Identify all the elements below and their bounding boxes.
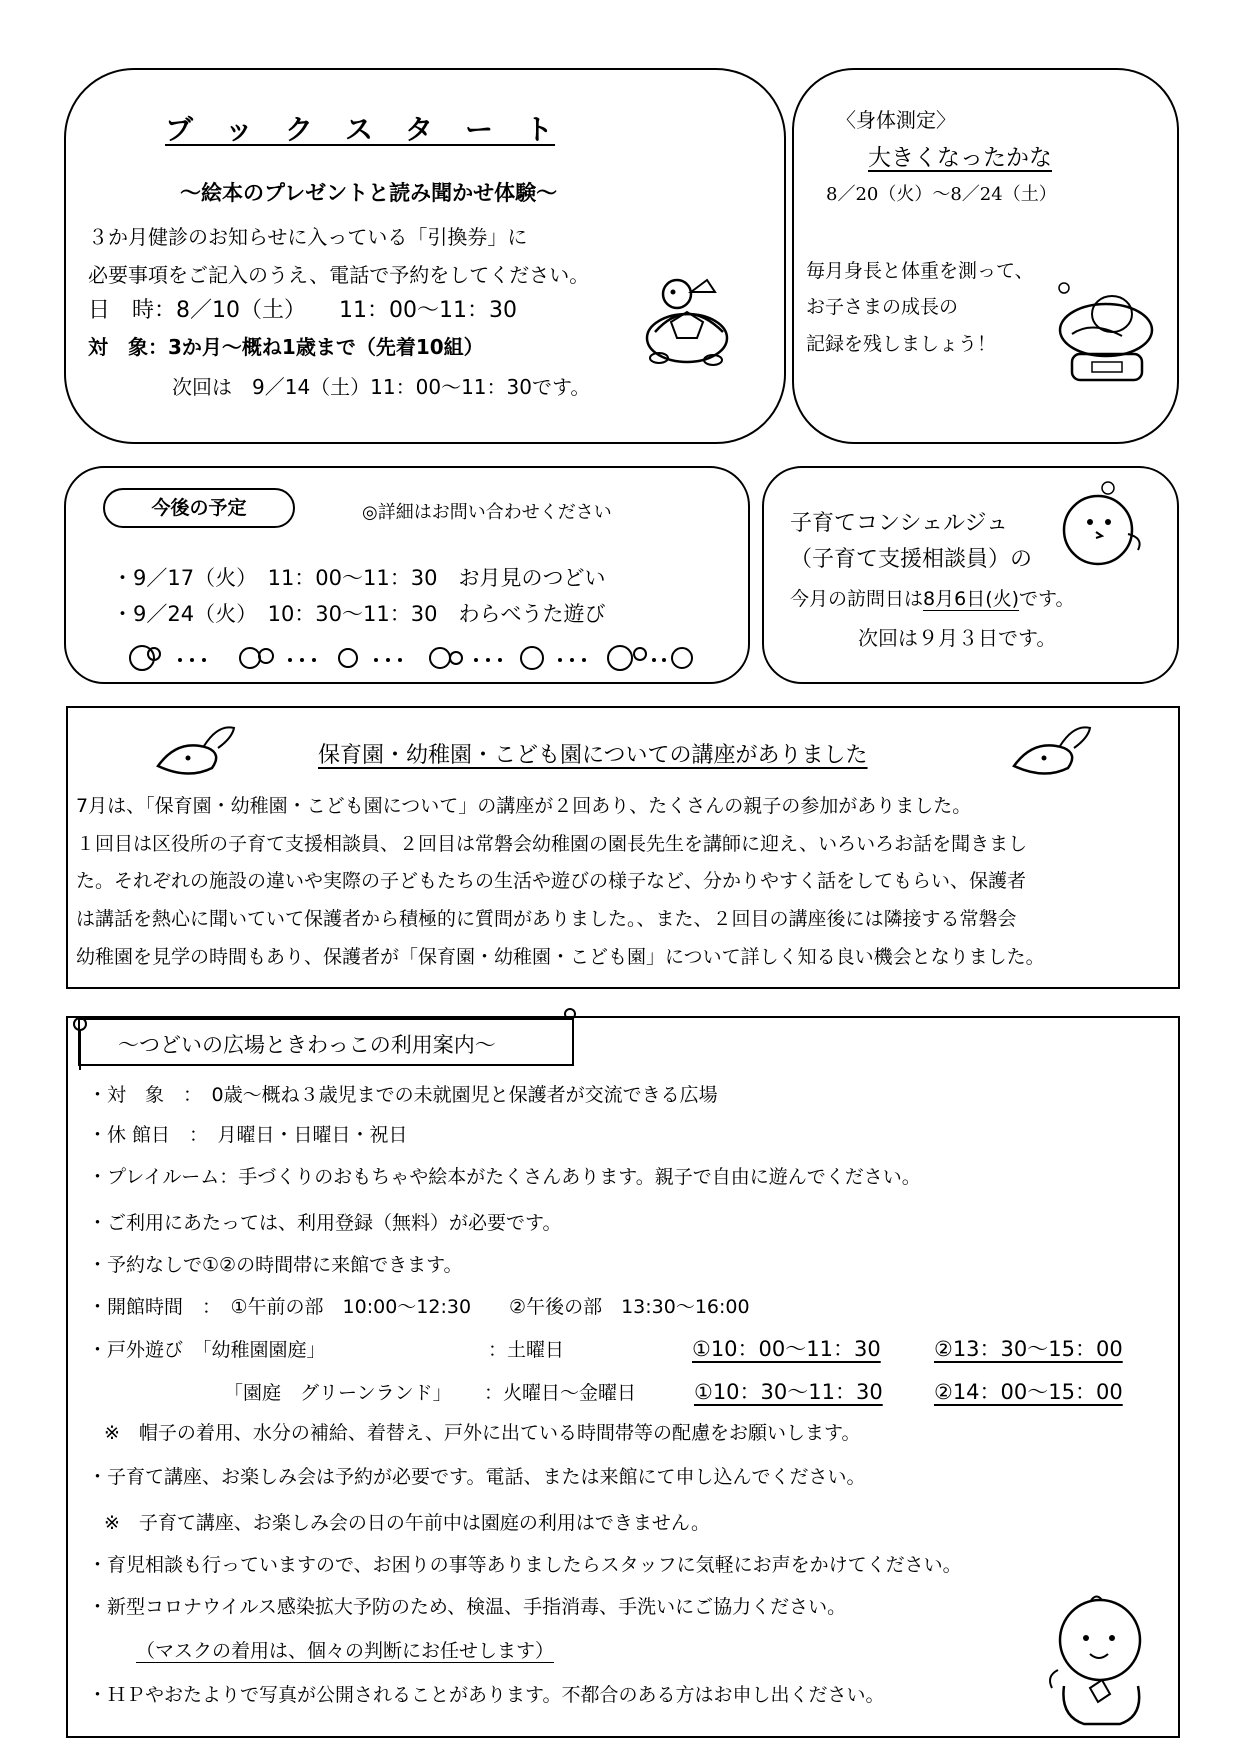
bookstart-subtitle: ～絵本のプレゼントと読み聞かせ体験～ (180, 181, 558, 205)
guide-noreserve: ・予約なしで①②の時間帯に来館できます。 (88, 1254, 463, 1276)
baby-scale-illustration (1052, 280, 1162, 390)
chick-illustration (1058, 478, 1148, 570)
measure-title: 大きくなったかな (868, 145, 1052, 171)
lecture-line-4: は講話を熱心に聞いていて保護者から積極的に質問がありました。、また、２回目の講座後には隣接する常磐会 (76, 908, 1017, 930)
schedule-item-2: ・9／24（火） 10：30～11：30 わらべうた遊び (112, 602, 606, 626)
concierge-line1: 子育てコンシェルジュ (790, 511, 1009, 536)
schedule-badge (103, 488, 295, 528)
guide-consult: ・育児相談も行っていますので、お困りの事等ありましたらスタッフに気軽にお声をかけてください。 (88, 1554, 962, 1576)
bookstart-date: 日 時：8／10（土） 11：00～11：30 (88, 298, 517, 323)
bookstart-title: ブ ッ ク ス タ ー ト (165, 113, 556, 146)
decorative-border-illustration (120, 638, 700, 678)
guide-outdoor2-day: ：火曜日～金曜日 (484, 1382, 637, 1404)
scroll-curl-decoration (70, 1008, 590, 1078)
bookstart-line1: ３か月健診のお知らせに入っている「引換券」に (88, 225, 528, 249)
rabbit-left-illustration (148, 718, 238, 782)
lecture-line-2: １回目は区役所の子育て支援相談員、２回目は常磐会幼稚園の園長先生を講師に迎え、いろいろお話を聞きまし (76, 833, 1028, 855)
lecture-line-5: 幼稚園を見学の時間もあり、保護者が「保育園・幼稚園・こども園」について詳しく知る良い機会となりました。 (76, 946, 1045, 968)
guide-mask: （マスクの着用は、個々の判断にお任せします） (136, 1640, 555, 1662)
lecture-line-1: 7月は、「保育園・幼稚園・こども園について」の講座が２回あり、たくさんの親子の参加がありました。 (76, 795, 972, 817)
measure-dates: 8／20（火）～8／24（土） (826, 184, 1057, 205)
guide-note1: ※ 帽子の着用、水分の補給、着替え、戸外に出ている時間帯等の配慮をお願いします。 (104, 1422, 861, 1444)
measure-desc1: 毎月身長と体重を測って、 (806, 260, 1034, 282)
bookstart-target: 対 象：3か月～概ね1歳まで（先着10組） (88, 335, 484, 359)
guide-outdoor1-time1: ①10：00～11：30 (692, 1337, 881, 1361)
schedule-item-1: ・9／17（火） 11：00～11：30 お月見のつどい (112, 566, 606, 590)
guide-target: ・対 象 ： 0歳～概ね３歳児までの未就園児と保護者が交流できる広場 (88, 1084, 718, 1106)
guide-outdoor1-label: ・戸外遊び 「幼稚園園庭」 (88, 1339, 326, 1361)
guide-covid: ・新型コロナウイルス感染拡大予防のため、検温、手指消毒、手洗いにご協力ください。 (88, 1596, 847, 1618)
guide-outdoor2-label: 「園庭 グリーンランド」 (224, 1382, 452, 1404)
baby-illustration (1040, 1590, 1160, 1730)
guide-outdoor2-time2: ②14：00～15：00 (934, 1380, 1123, 1404)
guide-playroom: ・プレイルーム：手づくりのおもちゃや絵本がたくさんあります。親子で自由に遊んでください。 (88, 1166, 921, 1188)
concierge-visit-suffix: です。 (1019, 588, 1075, 610)
guide-lecture-reserve: ・子育て講座、お楽しみ会は予約が必要です。電話、または来館にて申し込んでください。 (88, 1466, 866, 1488)
measure-desc3: 記録を残しましょう！ (806, 333, 997, 355)
concierge-next: 次回は９月３日です。 (858, 626, 1057, 650)
lecture-title: 保育園・幼稚園・こども園についての講座がありました (318, 743, 868, 768)
concierge-visit-date: 8月6日(火) (923, 588, 1020, 610)
lecture-line-3: た。それぞれの施設の違いや実際の子どもたちの生活や遊びの様子など、分かりやすく話をしてもらい、保護者 (76, 870, 1027, 892)
concierge-visit-prefix: 今月の訪問日は (790, 588, 924, 610)
measure-heading: 〈身体測定〉 (836, 108, 956, 132)
guide-closed: ・休 館日 ： 月曜日・日曜日・祝日 (88, 1124, 408, 1146)
concierge-visit (790, 584, 1075, 611)
guide-outdoor1-day: ：土曜日 (488, 1339, 565, 1361)
bookstart-line2: 必要事項をご記入のうえ、電話で予約をしてください。 (88, 263, 590, 287)
bookstart-next: 次回は 9／14（土）11：00～11：30です。 (172, 375, 591, 399)
guide-outdoor2-time1: ①10：30～11：30 (694, 1380, 883, 1404)
guide-note2: ※ 子育て講座、お楽しみ会の日の午前中は園庭の利用はできません。 (104, 1512, 711, 1534)
turtle-illustration (635, 272, 735, 368)
guide-photos: ・ＨＰやおたよりで写真が公開されることがあります。不都合のある方はお申し出ください。 (88, 1684, 885, 1706)
schedule-note: ◎詳細はお問い合わせください (362, 502, 612, 523)
guide-title: ～つどいの広場ときわっこの利用案内～ (118, 1033, 496, 1057)
measure-desc2: お子さまの成長の (806, 296, 959, 318)
guide-hours: ・開館時間 ： ①午前の部 10:00～12:30 ②午後の部 13:30～16:00 (88, 1296, 750, 1318)
concierge-line2: （子育て支援相談員）の (790, 547, 1033, 572)
guide-register: ・ご利用にあたっては、利用登録（無料）が必要です。 (88, 1212, 562, 1234)
schedule-badge-label: 今後の予定 (151, 497, 247, 519)
rabbit-right-illustration (1004, 718, 1094, 782)
guide-outdoor1-time2: ②13：30～15：00 (934, 1337, 1123, 1361)
